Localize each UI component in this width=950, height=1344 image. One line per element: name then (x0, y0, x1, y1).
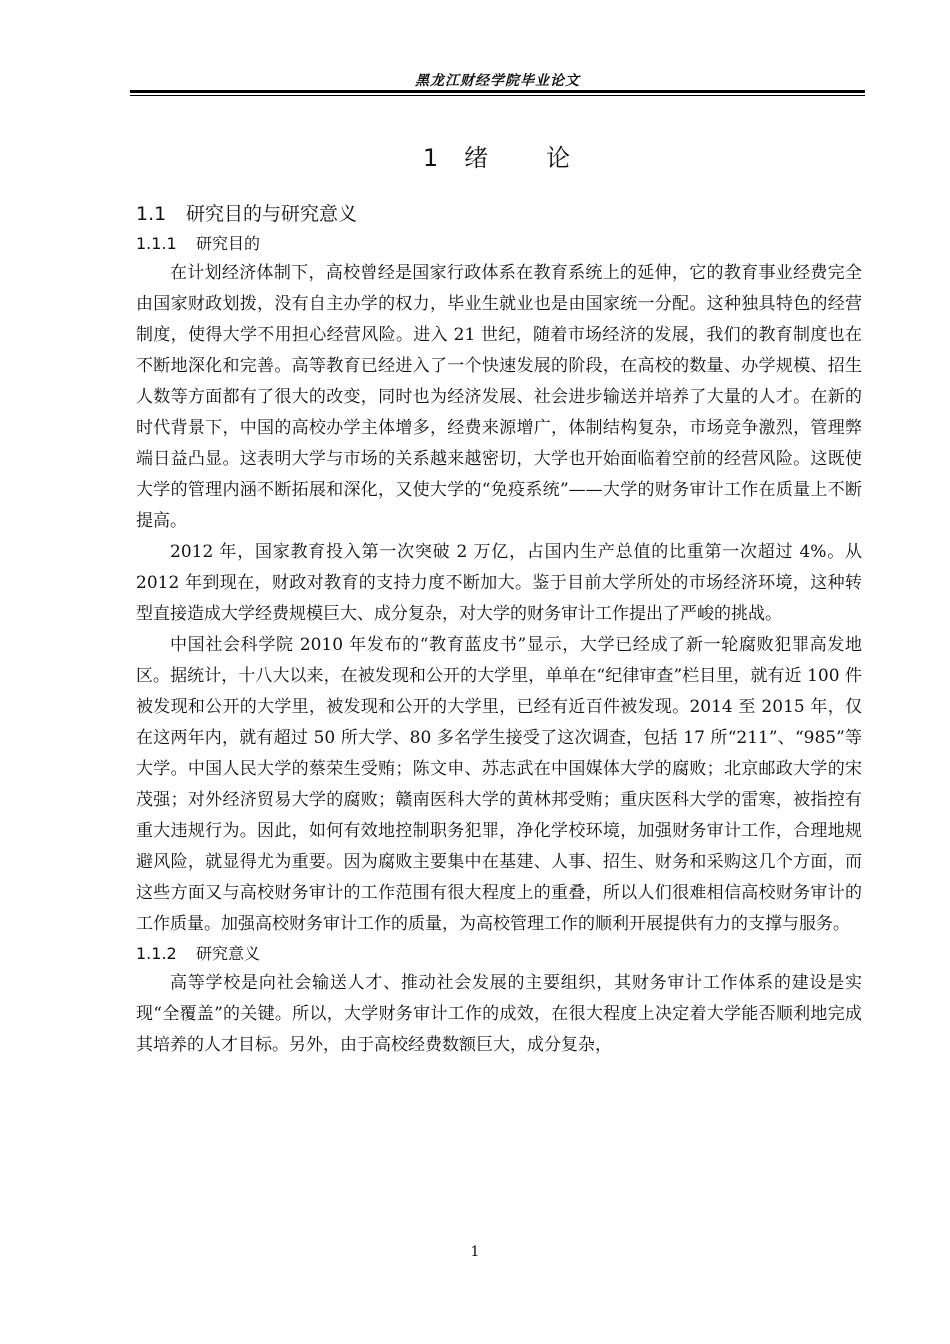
section-heading-1-1 (136, 198, 862, 230)
section-heading-1-1-1 (136, 230, 862, 258)
section-heading-1-1-2 (136, 940, 862, 968)
chapter-title (130, 138, 865, 173)
section-title: 研究目的与研究意义 (186, 203, 358, 225)
paragraph: 在计划经济体制下，高校曾经是国家行政体系在教育系统上的延伸，它的教育事业经费完全由国家财政划拨，没有自主办学的权力，毕业生就业也是由国家统一分配。这种独具特色的经营制度，使得大学不用担心经营风险。进入 21 世纪，随着市场经济的发展，我们的教育制度也在不断地深化和完善。高等教育已经进入了一个快速发展的阶段，在高校的数量、办学规模、招生人数等方面都有了很大的改变，同时也为经济发展、社会进步输送并培养了大量的人才。在新的时代背景下，中国的高校办学主体增多，经费来源增广，体制结构复杂，市场竞争激烈，管理弊端日益凸显。这表明大学与市场的关系越来越密切，大学也开始面临着空前的经营风险。这既使大学的管理内涵不断拓展和深化，又使大学的“免疫系统”——大学的财务审计工作在质量上不断提高。 (136, 263, 862, 531)
paragraph: 高等学校是向社会输送人才、推动社会发展的主要组织，其财务审计工作体系的建设是实现“全覆盖”的关键。所以，大学财务审计工作的成效，在很大程度上决定着大学能否顺利地完成其培养的人才目标。另外，由于高校经费数额巨大，成分复杂， (136, 973, 862, 1055)
header-rule-thin (130, 95, 865, 96)
paragraph: 2012 年，国家教育投入第一次突破 2 万亿，占国内生产总值的比重第一次超过 4%。从 2012 年到现在，财政对教育的支持力度不断加大。鉴于目前大学所处的市场经济环境，这种转型直接造成大学经费规模巨大、成分复杂，对大学的财务审计工作提出了严峻的挑战。 (136, 542, 862, 624)
section-number: 1.1.2 (136, 944, 177, 963)
running-header: 黑龙江财经学院毕业论文 (415, 73, 580, 89)
section-number: 1.1.1 (136, 234, 177, 253)
section-title: 研究意义 (196, 944, 261, 963)
chapter-number: 1 (422, 144, 441, 172)
document-body (136, 198, 862, 1061)
section-title: 研究目的 (196, 234, 261, 253)
chapter-title-part1: 绪 (464, 144, 491, 172)
page-number: 1 (470, 1244, 480, 1260)
chapter-title-part2: 论 (546, 144, 573, 172)
section-number: 1.1 (136, 203, 167, 225)
paragraph: 中国社会科学院 2010 年发布的“教育蓝皮书”显示，大学已经成了新一轮腐败犯罪高发地区。据统计，十八大以来，在被发现和公开的大学里，单单在“纪律审查”栏目里，就有近 100 件被发现和公开的大学里，被发现和公开的大学里，已经有近百件被发现。2014 至 2015 年，仅在这两年内，就有超过 50 所大学、80 多名学生接受了这次调查，包括 17 所“211”、“985”等大学。中国人民大学的蔡荣生受贿；陈文申、苏志武在中国媒体大学的腐败；北京邮政大学的宋茂强；对外经济贸易大学的腐败；赣南医科大学的黄林邦受贿；重庆医科大学的雷寒，被指控有重大违规行为。因此，如何有效地控制职务犯罪，净化学校环境，加强财务审计工作，合理地规避风险，就显得尤为重要。因为腐败主要集中在基建、人事、招生、财务和采购这几个方面，而这些方面又与高校财务审计的工作范围有很大程度上的重叠，所以人们很难相信高校财务审计的工作质量。加强高校财务审计工作的质量，为高校管理工作的顺利开展提供有力的支撑与服务。 (136, 635, 862, 934)
header-rule-thick (130, 90, 865, 93)
